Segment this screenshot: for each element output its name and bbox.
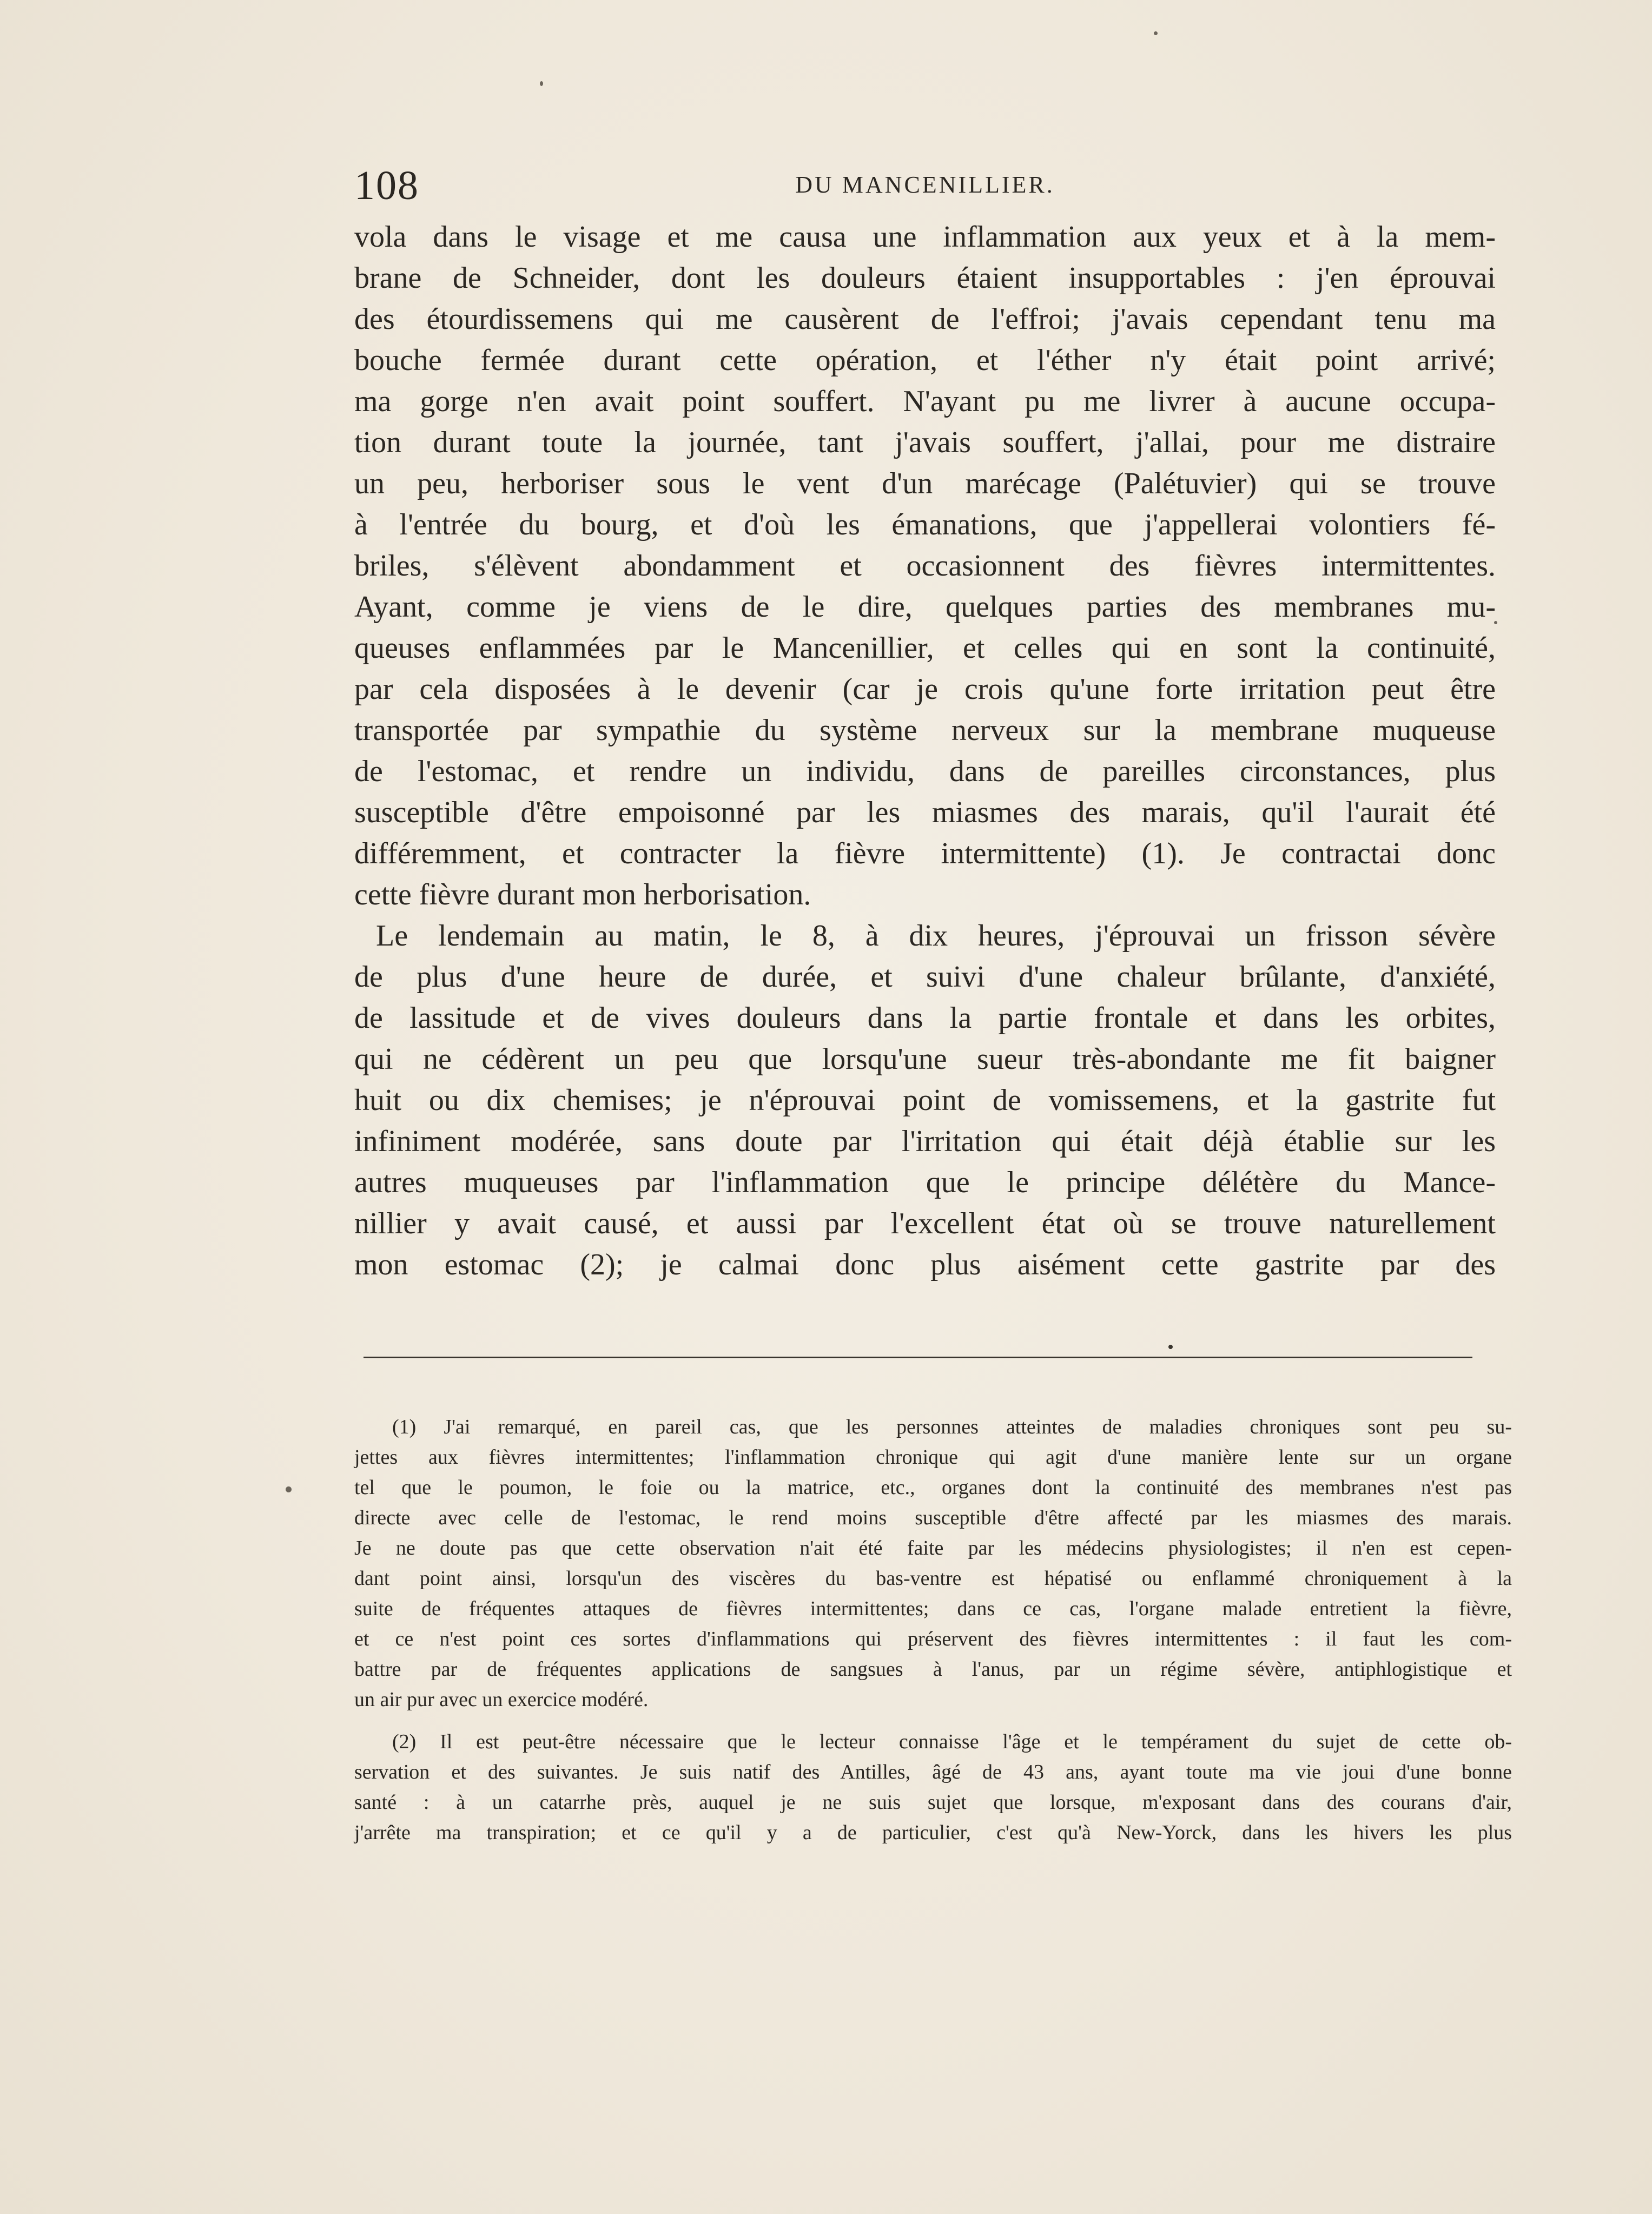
text-line: transportée par sympathie du système nerveux sur la membrane muqueuse [354, 713, 1496, 747]
text-line: mon estomac (2); je calmai donc plus aisément cette gastrite par des [354, 1248, 1496, 1281]
footnote-1 [354, 1412, 1512, 1715]
text-line: par cela disposées à le devenir (car je crois qu'une forte irritation peut être [354, 672, 1496, 706]
text-line: susceptible d'être empoisonné par les miasmes des marais, qu'il l'aurait été [354, 796, 1496, 829]
text-line: queuses enflammées par le Mancenillier, et celles qui en sont la continuité, [354, 631, 1496, 665]
footnote-line: un air pur avec un exercice modéré. [354, 1688, 649, 1711]
footnote-line: servation et des suivantes. Je suis natif des Antilles, âgé de 43 ans, ayant toute ma vie joui d'une bonne [354, 1761, 1512, 1783]
text-line: Le lendemain au matin, le 8, à dix heures, j'éprouvai un frisson sévère [376, 919, 1496, 953]
footnote-line: (1) J'ai remarqué, en pareil cas, que les personnes atteintes de maladies chroniques sont peu su- [392, 1416, 1512, 1438]
text-line: qui ne cédèrent un peu que lorsqu'une sueur très-abondante me fit baigner [354, 1042, 1496, 1076]
page-header [354, 162, 1496, 206]
text-line: de plus d'une heure de durée, et suivi d'une chaleur brûlante, d'anxiété, [354, 960, 1496, 994]
footnote-line: directe avec celle de l'estomac, le rend moins susceptible d'être affecté par les miasmes des marais. [354, 1506, 1512, 1529]
page-number: 108 [354, 163, 419, 208]
text-line: infiniment modérée, sans doute par l'irritation qui était déjà établie sur les [354, 1125, 1496, 1158]
text-line: brane de Schneider, dont les douleurs étaient insupportables : j'en éprouvai [354, 261, 1496, 295]
body-text [354, 216, 1496, 1285]
ink-speck [1154, 31, 1158, 35]
text-line: Ayant, comme je viens de le dire, quelques parties des membranes mu- [354, 590, 1496, 624]
footnote-line: tel que le poumon, le foie ou la matrice, etc., organes dont la continuité des membranes n'est pas [354, 1476, 1512, 1499]
footnote-line: j'arrête ma transpiration; et ce qu'il y a de particulier, c'est qu'à New-Yorck, dans les hivers les plus [354, 1821, 1512, 1844]
text-line: un peu, herboriser sous le vent d'un marécage (Palétuvier) qui se trouve [354, 467, 1496, 500]
text-line: différemment, et contracter la fièvre intermittente) (1). Je contractai donc [354, 837, 1496, 870]
text-line: autres muqueuses par l'inflammation que le principe délétère du Mance- [354, 1166, 1496, 1199]
footnote-line: battre par de fréquentes applications de sangsues à l'anus, par un régime sévère, antiphlogistique et [354, 1658, 1512, 1681]
footnote-line: (2) Il est peut-être nécessaire que le lecteur connaisse l'âge et le tempérament du sujet de cette ob- [392, 1730, 1512, 1753]
footnotes [354, 1412, 1512, 1848]
running-title: DU MANCENILLIER. [795, 171, 1055, 198]
footnote-line: et ce n'est point ces sortes d'inflammations qui préservent des fièvres intermittentes : il faut les com- [354, 1628, 1512, 1650]
separator-dot [1168, 1345, 1173, 1349]
text-line: tion durant toute la journée, tant j'avais souffert, j'allai, pour me distraire [354, 426, 1496, 459]
text-line: vola dans le visage et me causa une inflammation aux yeux et à la mem- [354, 220, 1496, 254]
ink-speck [540, 81, 543, 86]
text-line: huit ou dix chemises; je n'éprouvai point de vomissemens, et la gastrite fut [354, 1083, 1496, 1117]
footnote-line: suite de fréquentes attaques de fièvres intermittentes; dans ce cas, l'organe malade entretient la fièvre, [354, 1597, 1512, 1620]
text-line: bouche fermée durant cette opération, et l'éther n'y était point arrivé; [354, 343, 1496, 377]
footnote-line: jettes aux fièvres intermittentes; l'inflammation chronique qui agit d'une manière lente sur un organe [354, 1446, 1512, 1469]
text-line: de l'estomac, et rendre un individu, dans de pareilles circonstances, plus [354, 755, 1496, 788]
footnote-separator [364, 1357, 1472, 1358]
text-line: des étourdissemens qui me causèrent de l'effroi; j'avais cependant tenu ma [354, 302, 1496, 336]
ink-speck [286, 1486, 292, 1492]
text-line: briles, s'élèvent abondamment et occasionnent des fièvres intermittentes. [354, 549, 1496, 583]
footnote-line: dant point ainsi, lorsqu'un des viscères du bas-ventre est hépatisé ou enflammé chroniquement à la [354, 1567, 1512, 1590]
text-line: cette fièvre durant mon herborisation. [354, 878, 811, 911]
footnote-2 [354, 1727, 1512, 1848]
text-line: nillier y avait causé, et aussi par l'excellent état où se trouve naturellement [354, 1207, 1496, 1240]
text-line: ma gorge n'en avait point souffert. N'ayant pu me livrer à aucune occupa- [354, 385, 1496, 418]
text-line: de lassitude et de vives douleurs dans la partie frontale et dans les orbites, [354, 1001, 1496, 1035]
text-line: à l'entrée du bourg, et d'où les émanations, que j'appellerai volontiers fé- [354, 508, 1496, 541]
footnote-line: Je ne doute pas que cette observation n'ait été faite par les médecins physiologistes; il n'en est cepen- [354, 1537, 1512, 1559]
footnote-line: santé : à un catarrhe près, auquel je ne suis sujet que lorsque, m'exposant dans des courans d'air, [354, 1791, 1512, 1814]
